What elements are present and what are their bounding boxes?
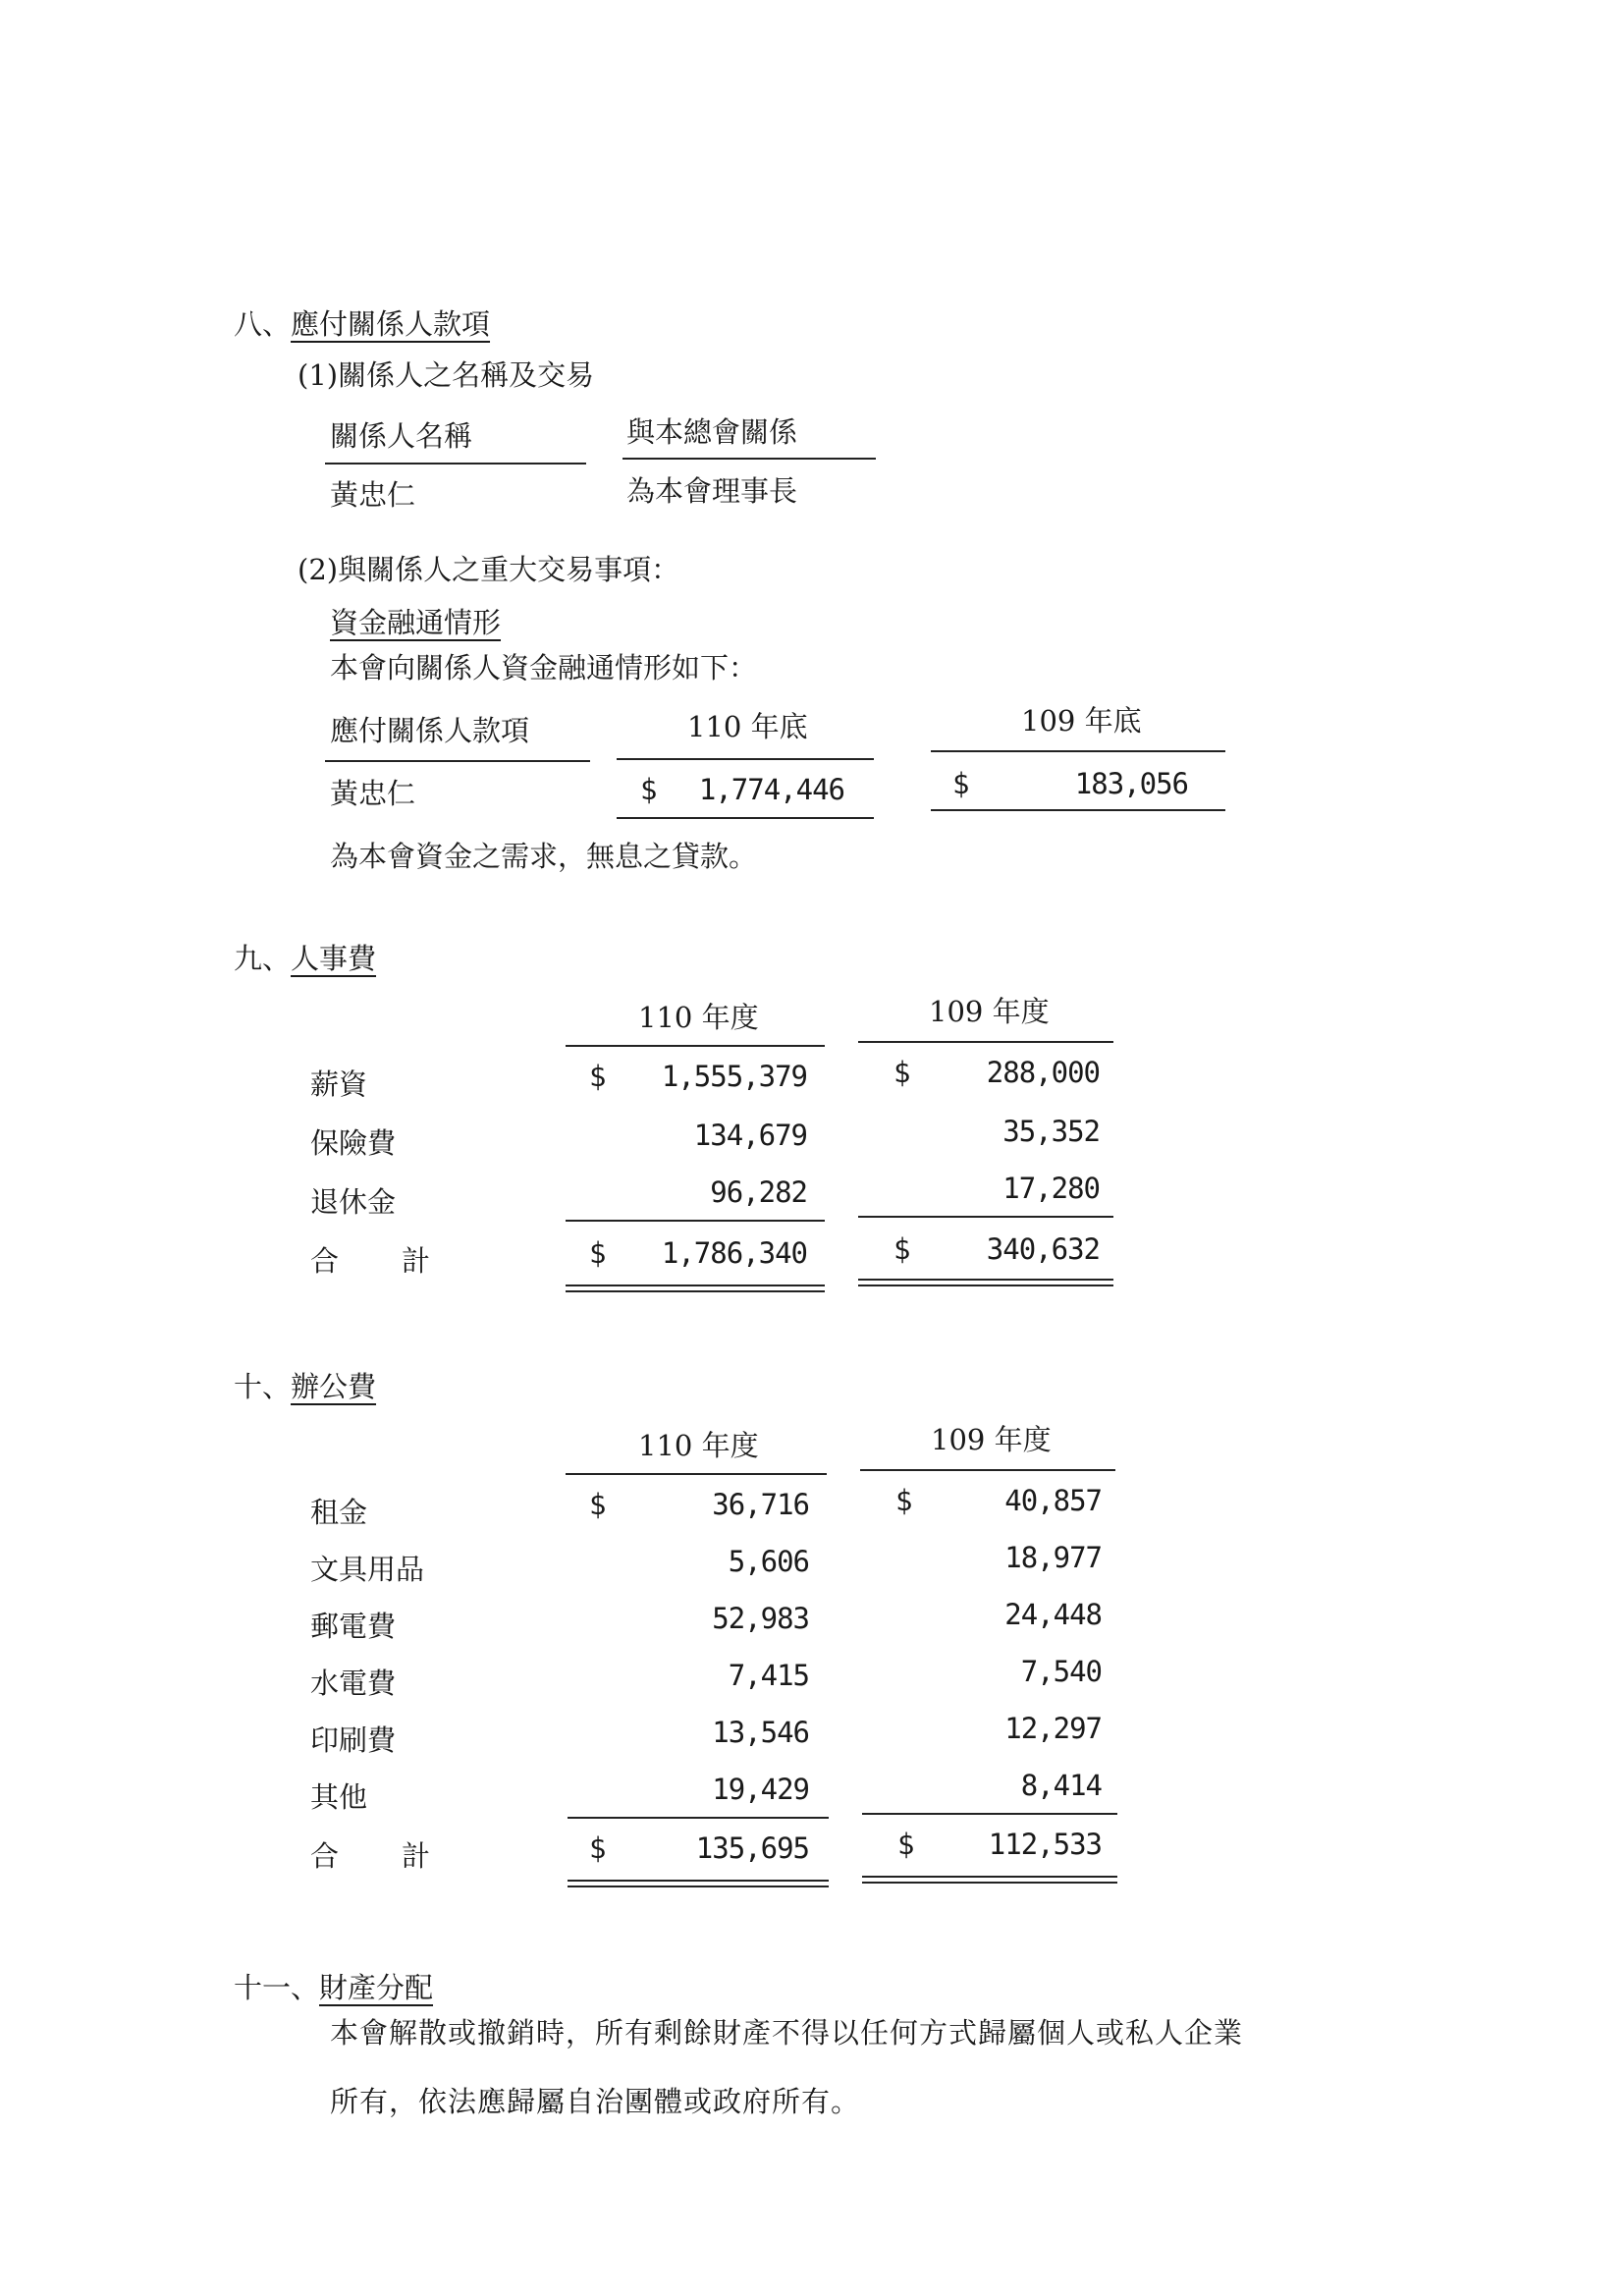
- payable-y109-value: 183,056: [1074, 767, 1188, 800]
- office-row-y109: 18,977: [1004, 1541, 1102, 1574]
- personnel-row-y109: 35,352: [1002, 1115, 1100, 1148]
- office-subtotal-rule-y110: [568, 1817, 829, 1819]
- office-row-y110: 5,606: [728, 1545, 809, 1578]
- financing-description: 本會向關係人資金融通情形如下：: [330, 651, 758, 684]
- office-y110-header: 110 年度: [638, 1429, 759, 1462]
- office-row-y109: 8,414: [1020, 1769, 1102, 1802]
- payable-y109-header: 109 年底: [1021, 704, 1142, 738]
- office-total-y110: 135,695: [695, 1831, 809, 1865]
- office-row-y110: 36,716: [712, 1488, 809, 1521]
- related-party-name: 黃忠仁: [330, 478, 416, 512]
- section11-number: 十一、: [234, 1971, 320, 2004]
- office-header-rule-y110: [566, 1473, 827, 1475]
- section9-heading: [234, 942, 377, 975]
- personnel-subtotal-rule-y109: [858, 1216, 1113, 1218]
- personnel-y109-header: 109 年度: [929, 995, 1050, 1028]
- personnel-header-rule-y109: [858, 1041, 1113, 1043]
- office-row-y110: 13,546: [712, 1716, 809, 1749]
- payable-header-rule-y110: [617, 758, 874, 760]
- personnel-total-y110: 1,786,340: [661, 1236, 807, 1270]
- personnel-row-y110: 134,679: [693, 1119, 807, 1152]
- personnel-total-y110-currency: $: [589, 1236, 607, 1270]
- personnel-row-label: 薪資: [310, 1067, 368, 1101]
- section8-heading: [234, 307, 491, 341]
- personnel-total-label: 合 計: [310, 1244, 433, 1278]
- office-y109-header: 109 年度: [931, 1423, 1052, 1456]
- office-row-y109: 7,540: [1020, 1655, 1102, 1688]
- office-subtotal-rule-y109: [862, 1813, 1117, 1815]
- section9-number: 九、: [234, 942, 292, 975]
- office-row-y110-currency: $: [589, 1488, 607, 1521]
- section8-number: 八、: [234, 307, 292, 341]
- personnel-total-y109: 340,632: [986, 1232, 1100, 1266]
- payable-row-rule-y109: [931, 809, 1225, 811]
- personnel-row-y109: 288,000: [986, 1056, 1100, 1089]
- personnel-row-y110: 1,555,379: [661, 1060, 807, 1093]
- section11-title: 財產分配: [319, 1971, 434, 2004]
- payable-y110-currency: $: [640, 773, 658, 806]
- payable-header-rule-y109: [931, 750, 1225, 752]
- asset-distribution-line1: 本會解散或撤銷時，所有剩餘財產不得以任何方式歸屬個人或私人企業: [330, 2016, 1244, 2050]
- related-party-relation: 為本會理事長: [626, 474, 798, 508]
- asset-distribution-line2: 所有，依法應歸屬自治團體或政府所有。: [330, 2085, 861, 2118]
- financing-subtitle: 資金融通情形: [330, 606, 502, 639]
- payable-row-name: 黃忠仁: [330, 777, 416, 810]
- office-row-label: 租金: [310, 1496, 368, 1529]
- section10-heading: [234, 1370, 377, 1403]
- personnel-header-rule-y110: [566, 1045, 825, 1047]
- office-row-y109: 12,297: [1004, 1712, 1102, 1745]
- office-total-label: 合 計: [310, 1839, 433, 1873]
- office-total-y109-currency: $: [897, 1828, 915, 1861]
- payable-y110-value: 1,774,446: [698, 773, 844, 806]
- office-header-rule-y109: [860, 1469, 1115, 1471]
- office-row-y109: 40,857: [1004, 1484, 1102, 1517]
- financing-note: 為本會資金之需求，無息之貸款。: [330, 840, 758, 873]
- personnel-y110-header: 110 年度: [638, 1001, 759, 1034]
- relation-header: 與本總會關係: [626, 415, 798, 449]
- office-row-label: 文具用品: [310, 1553, 425, 1586]
- payable-header-rule-label: [325, 760, 590, 762]
- office-row-y110: 7,415: [728, 1659, 809, 1692]
- office-row-y110: 52,983: [712, 1602, 809, 1635]
- office-total-double-rule-y110: [568, 1880, 829, 1887]
- office-row-label: 其他: [310, 1780, 368, 1814]
- personnel-row-y109: 17,280: [1002, 1172, 1100, 1205]
- header-rule-relation: [623, 458, 876, 460]
- related-party-name-header: 關係人名稱: [330, 419, 473, 453]
- personnel-total-double-rule-y109: [858, 1279, 1113, 1286]
- section8-sub1-heading: (1)關係人之名稱及交易: [298, 358, 595, 392]
- payable-y109-currency: $: [952, 767, 970, 800]
- header-rule-name: [325, 463, 586, 465]
- section10-number: 十、: [234, 1370, 292, 1403]
- office-total-y109: 112,533: [988, 1828, 1102, 1861]
- section8-title: 應付關係人款項: [291, 307, 491, 341]
- personnel-subtotal-rule-y110: [566, 1220, 825, 1222]
- office-row-label: 印刷費: [310, 1723, 397, 1757]
- office-total-y110-currency: $: [589, 1831, 607, 1865]
- office-row-y109-currency: $: [895, 1484, 913, 1517]
- payable-header: 應付關係人款項: [330, 714, 530, 747]
- payable-row-rule-y110: [617, 817, 874, 819]
- office-total-double-rule-y109: [862, 1876, 1117, 1884]
- office-row-label: 郵電費: [310, 1610, 397, 1643]
- section8-sub2-heading: (2)與關係人之重大交易事項：: [298, 553, 680, 586]
- personnel-row-label: 退休金: [310, 1185, 397, 1219]
- personnel-row-label: 保險費: [310, 1126, 397, 1160]
- personnel-row-y110: 96,282: [710, 1175, 807, 1209]
- personnel-total-y109-currency: $: [893, 1232, 911, 1266]
- section10-title: 辦公費: [291, 1370, 377, 1403]
- office-row-y110: 19,429: [712, 1773, 809, 1806]
- section9-title: 人事費: [291, 942, 377, 975]
- office-row-y109: 24,448: [1004, 1598, 1102, 1631]
- payable-y110-header: 110 年底: [687, 710, 808, 743]
- personnel-row-y110-currency: $: [589, 1060, 607, 1093]
- section11-heading: [234, 1971, 434, 2004]
- personnel-row-y109-currency: $: [893, 1056, 911, 1089]
- office-row-label: 水電費: [310, 1667, 397, 1700]
- personnel-total-double-rule-y110: [566, 1285, 825, 1292]
